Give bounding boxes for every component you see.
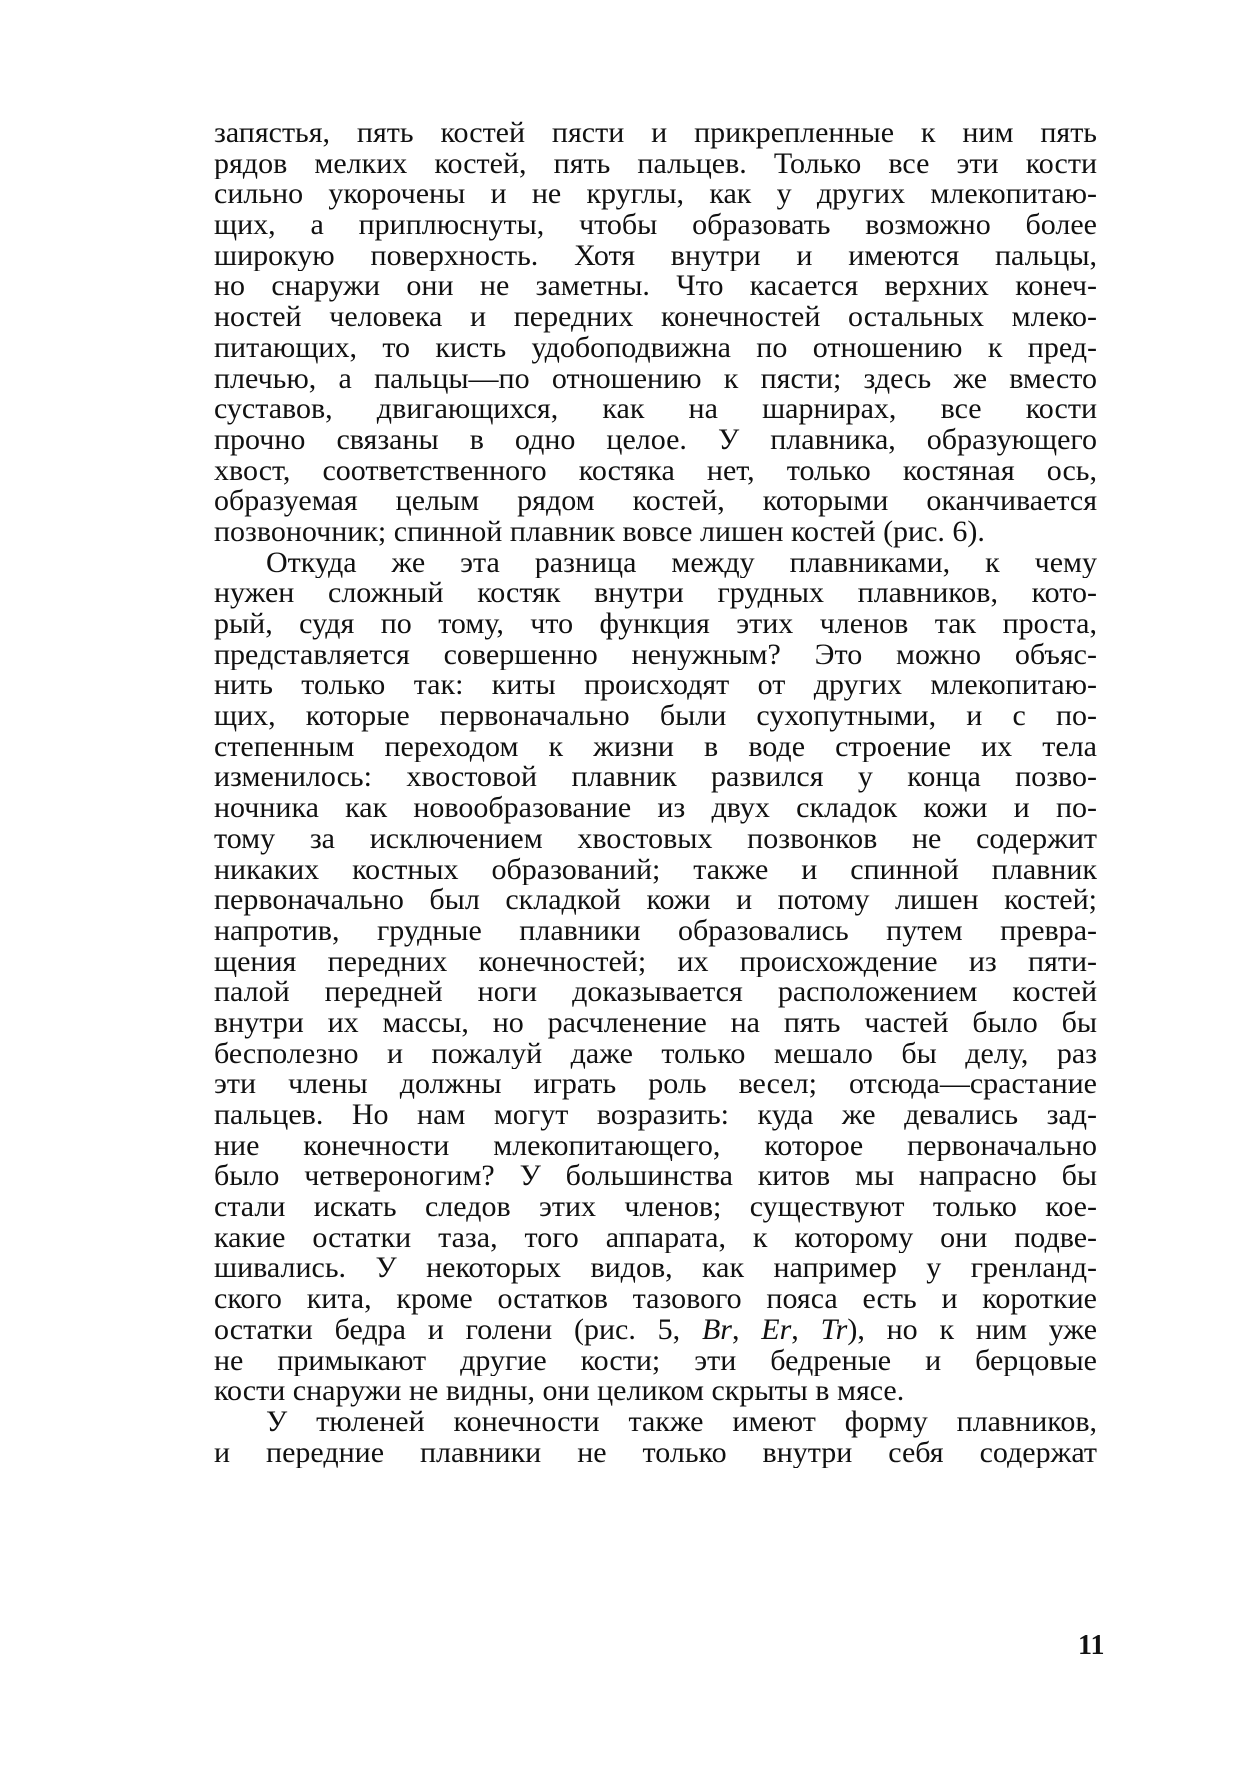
text-line: широкую поверхность. Хотя внутри и имеются пальцы,	[214, 240, 1097, 272]
text-line: ского кита, кроме остатков тазового пояса есть и короткие	[214, 1284, 1097, 1315]
fig-label-tr: Tr	[820, 1314, 848, 1346]
fig-label-er: Er	[761, 1314, 792, 1346]
text-line: питающих, то кисть удобоподвижна по отношению к пред-	[214, 332, 1097, 364]
text-line: и передние плавники не только внутри себя содержат	[214, 1437, 1097, 1469]
text-line: первоначально был складкой кожи и потому лишен костей;	[214, 885, 1097, 916]
text-line: тому за исключением хвостовых позвонков не содержит	[214, 823, 1097, 855]
text-line-figure-reference	[214, 1315, 1097, 1346]
page-number: 11	[1078, 1630, 1105, 1661]
text-line: эти члены должны играть роль весел; отсюда—срастание	[214, 1069, 1097, 1100]
text-line: не примыкают другие кости; эти бедреные и берцовые	[214, 1345, 1097, 1377]
text-line: было четвероногим? У большинства китов мы напрасно бы	[214, 1161, 1097, 1193]
text-line: щих, которые первоначально были сухопутными, и с по-	[214, 701, 1097, 732]
text-line: представляется совершенно ненужным? Это можно объяс-	[214, 639, 1097, 671]
text-line: пальцев. Но нам могут возразить: куда же девались зад-	[214, 1100, 1097, 1131]
text-line: щения передних конечностей; их происхождение из пяти-	[214, 946, 1097, 978]
text-line: плечью, а пальцы—по отношению к пясти; здесь же вместо	[214, 363, 1097, 395]
text-line: ние конечности млекопитающего, которое первоначально	[214, 1130, 1097, 1162]
fig-ref-after: ), но к ним уже	[847, 1314, 1097, 1346]
text-line: внутри их массы, но расчленение на пять частей было бы	[214, 1007, 1097, 1039]
fig-ref-before: остатки бедра и голени (рис. 5,	[214, 1314, 702, 1346]
text-line-paragraph-start: Откуда же эта разница между плавниками, к чему	[266, 547, 1097, 579]
text-line: палой передней ноги доказывается расположением костей	[214, 977, 1097, 1008]
text-line: щих, а приплюснуты, чтобы образовать возможно более	[214, 210, 1097, 241]
text-line-paragraph-start: У тюленей конечности также имеют форму плавников,	[266, 1406, 1097, 1438]
text-line-paragraph-end: кости снаружи не видны, они целиком скрыты в мясе.	[214, 1376, 905, 1407]
fig-label-br: Br	[701, 1314, 732, 1346]
text-line: запястья, пять костей пясти и прикрепленные к ним пять	[214, 118, 1097, 149]
text-line: рый, судя по тому, что функция этих членов так проста,	[214, 609, 1097, 640]
text-line: суставов, двигающихся, как на шарнирах, все кости	[214, 394, 1097, 425]
text-line: напротив, грудные плавники образовались путем превра-	[214, 915, 1097, 947]
body-text	[214, 118, 1097, 1468]
text-line: нужен сложный костяк внутри грудных плавников, кото-	[214, 578, 1097, 609]
text-line: образуемая целым рядом костей, которыми оканчивается	[214, 486, 1097, 517]
text-line: хвост, соответственного костяка нет, только костяная ось,	[214, 455, 1097, 487]
text-line: но снаружи они не заметны. Что касается верхних конеч-	[214, 271, 1097, 303]
text-line: ностей человека и передних конечностей остальных млеко-	[214, 302, 1097, 333]
text-line: степенным переходом к жизни в воде строение их тела	[214, 731, 1097, 763]
text-line: сильно укорочены и не круглы, как у других млекопитаю-	[214, 179, 1097, 211]
text-line: изменилось: хвостовой плавник развился у конца позво-	[214, 762, 1097, 794]
text-line: никаких костных образований; также и спинной плавник	[214, 854, 1097, 886]
text-line: нить только так: киты происходят от других млекопитаю-	[214, 670, 1097, 702]
fig-ref-sep: ,	[731, 1314, 762, 1346]
text-line: какие остатки таза, того аппарата, к которому они подве-	[214, 1222, 1097, 1254]
text-line: стали искать следов этих членов; существуют только кое-	[214, 1192, 1097, 1223]
text-line-paragraph-end: позвоночник; спинной плавник вовсе лишен костей (рис. 6).	[214, 516, 985, 548]
text-line: прочно связаны в одно целое. У плавника, образующего	[214, 424, 1097, 456]
fig-ref-sep: ,	[791, 1314, 821, 1346]
text-line: бесполезно и пожалуй даже только мешало бы делу, раз	[214, 1038, 1097, 1070]
text-line: рядов мелких костей, пять пальцев. Только все эти кости	[214, 148, 1097, 180]
text-line: ночника как новообразование из двух складок кожи и по-	[214, 793, 1097, 824]
text-line: шивались. У некоторых видов, как например у гренланд-	[214, 1253, 1097, 1285]
